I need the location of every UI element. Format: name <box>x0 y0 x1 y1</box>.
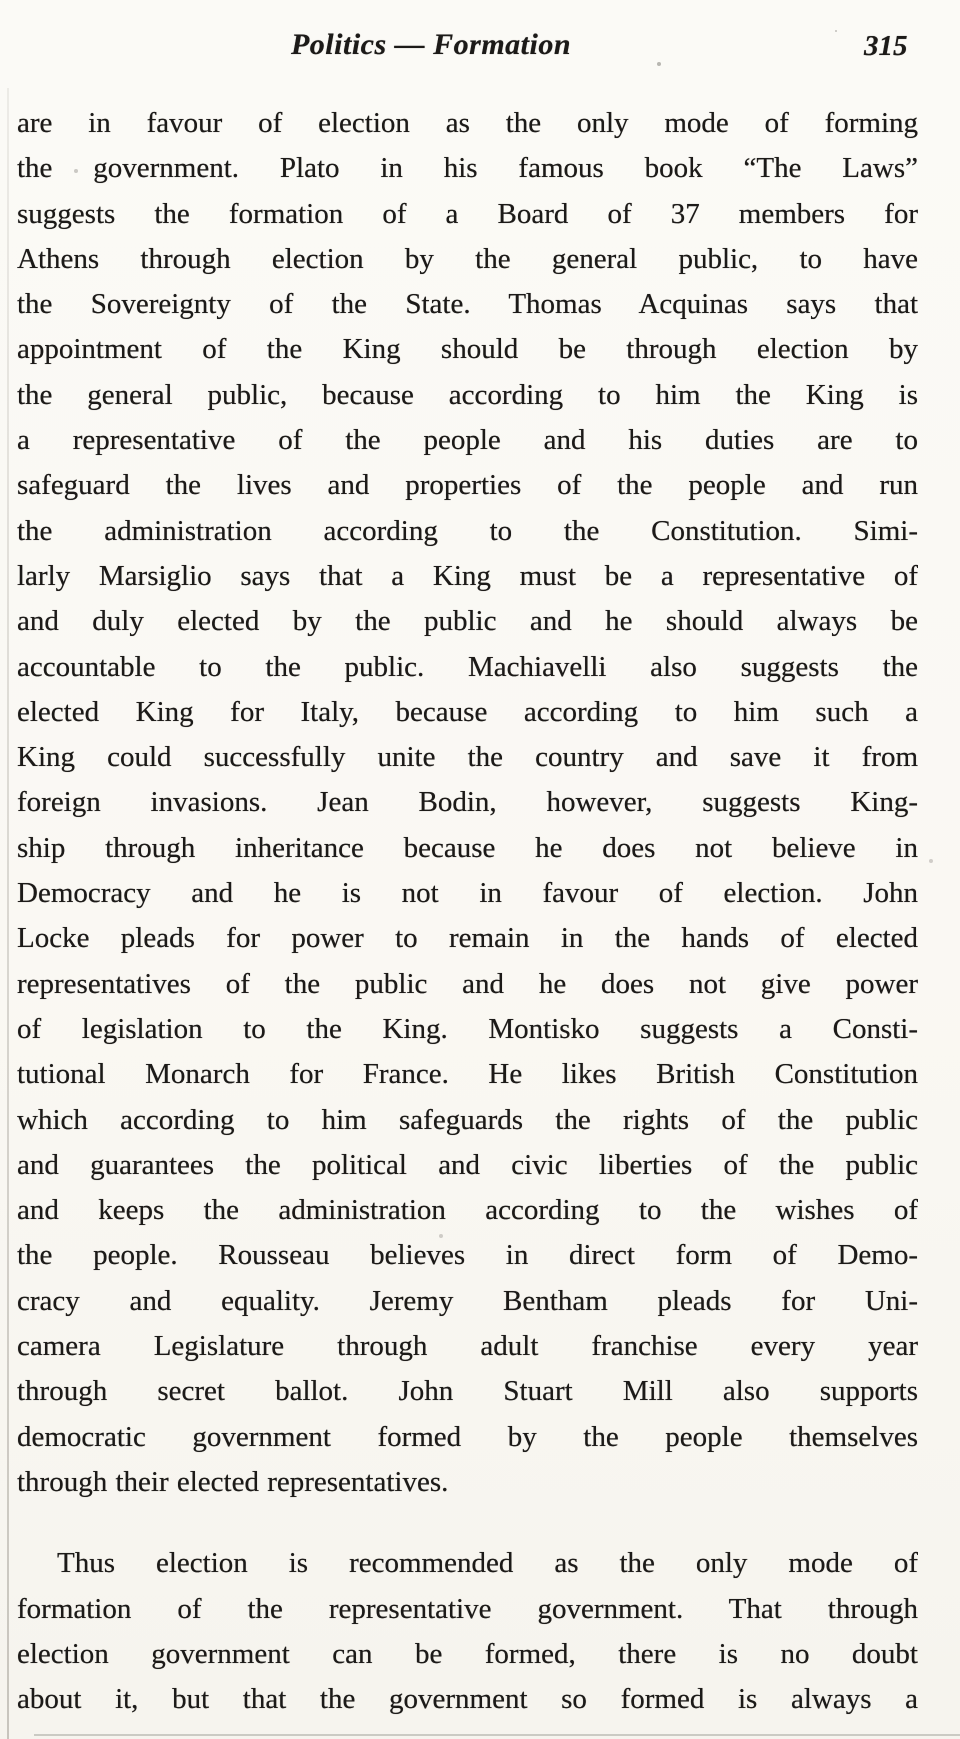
text-line: Democracy and he is not in favour of election. John <box>17 877 918 910</box>
text-line: tutional Monarch for France. He likes British Constitution <box>17 1058 918 1091</box>
text-line: Athens through election by the general public, to have <box>17 242 918 275</box>
page-number: 315 <box>864 30 908 62</box>
text-line: through their elected representatives. <box>17 1465 449 1498</box>
scan-edge-streak <box>7 88 9 1739</box>
paragraph <box>17 101 918 1505</box>
paragraph <box>17 1541 918 1722</box>
text-line: appointment of the King should be through election by <box>17 333 918 366</box>
text-line: larly Marsiglio says that a King must be a representative of <box>17 559 918 592</box>
text-line: election government can be formed, there is no doubt <box>17 1637 918 1670</box>
text-line: King could successfully unite the country and save it from <box>17 741 918 774</box>
text-line: foreign invasions. Jean Bodin, however, suggests King- <box>17 786 918 819</box>
text-line: the government. Plato in his famous book “The Laws” <box>17 152 918 185</box>
text-line: camera Legislature through adult franchise every year <box>17 1330 918 1363</box>
text-line: and guarantees the political and civic liberties of the public <box>17 1148 918 1181</box>
text-line: the general public, because according to him the King is <box>17 378 918 411</box>
text-line: representatives of the public and he does not give power <box>17 967 918 1000</box>
text-line: are in favour of election as the only mode of forming <box>17 107 918 139</box>
text-line: and duly elected by the public and he should always be <box>17 605 918 638</box>
text-line: elected King for Italy, because according to him such a <box>17 695 918 728</box>
text-line: democratic government formed by the people themselves <box>17 1420 918 1453</box>
text-line: which according to him safeguards the rights of the public <box>17 1103 918 1136</box>
text-line: the Sovereignty of the State. Thomas Acquinas says that <box>17 288 918 321</box>
text-line: ship through inheritance because he does not believe in <box>17 831 918 864</box>
text-line: safeguard the lives and properties of the people and run <box>17 469 918 502</box>
page-body <box>17 101 918 1722</box>
running-header-title: Politics — Formation <box>290 28 572 61</box>
text-line: accountable to the public. Machiavelli also suggests the <box>17 650 918 683</box>
text-line: a representative of the people and his duties are to <box>17 424 918 457</box>
text-line: about it, but that the government so formed is always a <box>17 1683 918 1716</box>
text-line: the people. Rousseau believes in direct form of Demo- <box>17 1239 918 1272</box>
scan-bottom-line <box>34 1734 960 1736</box>
scan-specks <box>0 0 2 2</box>
text-line: Locke pleads for power to remain in the hands of elected <box>17 922 918 955</box>
text-line: cracy and equality. Jeremy Bentham pleads for Uni- <box>17 1284 918 1317</box>
text-line: suggests the formation of a Board of 37 members for <box>17 197 918 230</box>
text-line: the administration according to the Constitution. Simi- <box>17 514 918 547</box>
text-line: Thus election is recommended as the only mode of <box>57 1547 918 1580</box>
text-line: and keeps the administration according to the wishes of <box>17 1194 918 1227</box>
text-line: of legislation to the King. Montisko suggests a Consti- <box>17 1012 918 1045</box>
text-line: through secret ballot. John Stuart Mill also supports <box>17 1375 918 1408</box>
text-line: formation of the representative government. That through <box>17 1592 918 1625</box>
